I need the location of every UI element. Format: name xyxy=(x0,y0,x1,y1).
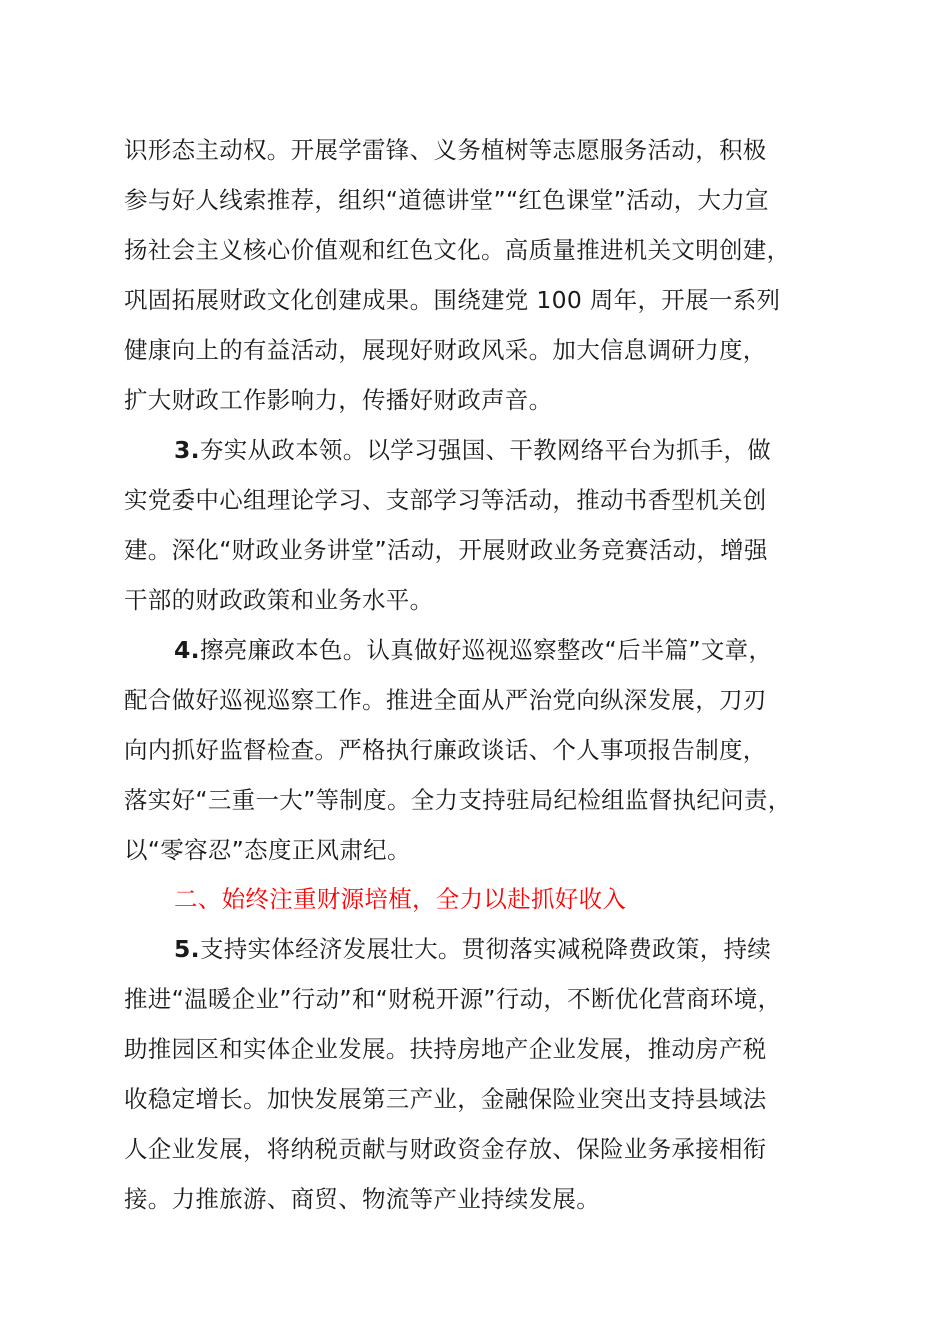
paragraph-line: 向内抓好监督检查。严格执行廉政谈话、个人事项报告制度， xyxy=(124,736,767,764)
item-number: 4. xyxy=(174,636,200,664)
paragraph-text: 夯实从政本领。以学习强国、干教网络平台为抓手，做 xyxy=(199,436,772,464)
section-heading: 二、始终注重财源培植，全力以赴抓好收入 xyxy=(174,885,627,913)
paragraph-line: 扬社会主义核心价值观和红色文化。高质量推进机关文明创建， xyxy=(124,236,791,264)
paragraph-line: 收稳定增长。加快发展第三产业，金融保险业突出支持县域法 xyxy=(124,1085,767,1113)
paragraph-line: 干部的财政政策和业务水平。 xyxy=(124,586,434,614)
paragraph-line: 健康向上的有益活动，展现好财政风采。加大信息调研力度， xyxy=(124,336,767,364)
paragraph-first-line xyxy=(174,934,771,964)
paragraph-line: 识形态主动权。开展学雷锋、义务植树等志愿服务活动，积极 xyxy=(124,136,767,164)
paragraph-line: 建。深化“财政业务讲堂”活动，开展财政业务竞赛活动，增强 xyxy=(124,536,768,564)
paragraph-line: 落实好“三重一大”等制度。全力支持驻局纪检组监督执纪问责， xyxy=(124,786,792,814)
paragraph-line: 扩大财政工作影响力，传播好财政声音。 xyxy=(124,386,553,414)
paragraph-line: 接。力推旅游、商贸、物流等产业持续发展。 xyxy=(124,1185,600,1213)
paragraph-text: 支持实体经济发展壮大。贯彻落实减税降费政策，持续 xyxy=(199,935,772,963)
paragraph-line: 人企业发展，将纳税贡献与财政资金存放、保险业务承接相衔 xyxy=(124,1135,767,1163)
paragraph-first-line xyxy=(174,435,771,465)
paragraph-line: 巩固拓展财政文化创建成果。围绕建党 100 周年，开展一系列 xyxy=(124,286,781,314)
item-number: 5. xyxy=(174,935,200,963)
paragraph-line: 推进“温暖企业”行动”和“财税开源”行动，不断优化营商环境， xyxy=(124,985,782,1013)
paragraph-line: 以“零容忍”态度正风肃纪。 xyxy=(124,836,411,864)
paragraph-line: 助推园区和实体企业发展。扶持房地产企业发展，推动房产税 xyxy=(124,1035,767,1063)
paragraph-line: 参与好人线索推荐，组织“道德讲堂”“红色课堂”活动，大力宣 xyxy=(124,186,769,214)
paragraph-text: 擦亮廉政本色。认真做好巡视巡察整改“后半篇”文章， xyxy=(199,636,773,664)
paragraph-line: 配合做好巡视巡察工作。推进全面从严治党向纵深发展，刀刃 xyxy=(124,686,767,714)
paragraph-first-line xyxy=(174,635,772,665)
item-number: 3. xyxy=(174,436,200,464)
paragraph-line: 实党委中心组理论学习、支部学习等活动，推动书香型机关创 xyxy=(124,486,767,514)
